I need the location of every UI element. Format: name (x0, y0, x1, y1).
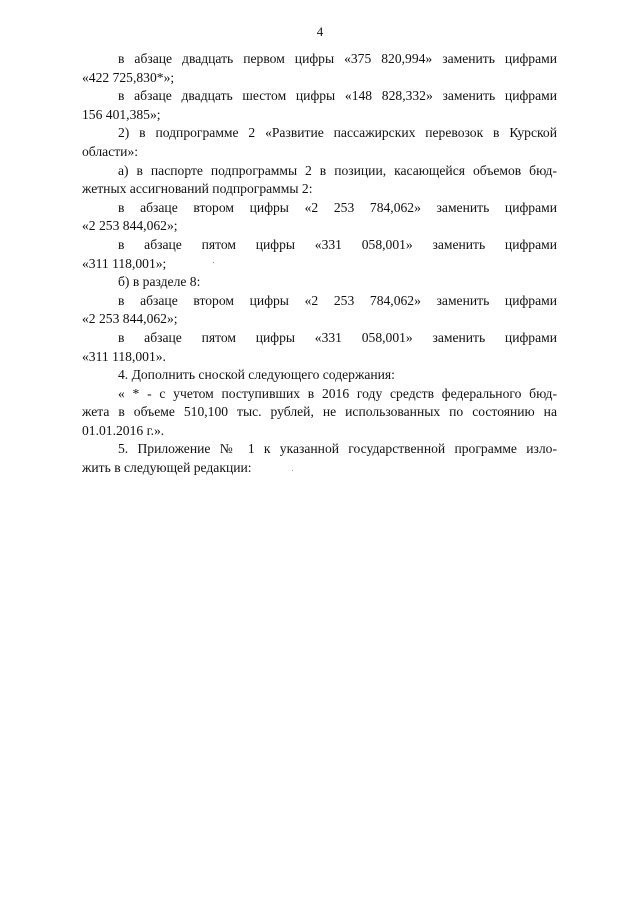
text-line-20: жета в объеме 510,100 тыс. рублей, не использованных по состоянию на (82, 404, 557, 420)
scan-speck (292, 470, 293, 471)
text-line-16: в абзаце пятом цифры «331 058,001» заменить цифрами (118, 329, 557, 345)
text-line-1: в абзаце двадцать первом цифры «375 820,994» заменить цифрами (118, 51, 557, 66)
text-line-13: б) в разделе 8: (118, 274, 201, 290)
text-line-6: области»: (82, 143, 139, 159)
text-line-2: «422 725,830*»; (82, 69, 175, 85)
text-line-8: жетных ассигнований подпрограммы 2: (82, 181, 313, 197)
text-line-12: «311 118,001»; (82, 255, 167, 271)
scan-speck (213, 262, 214, 263)
text-line-14: в абзаце втором цифры «2 253 784,062» заменить цифрами (118, 292, 557, 308)
text-line-21: 01.01.2016 г.». (82, 422, 165, 438)
text-line-10: «2 253 844,062»; (82, 218, 178, 234)
text-line-11: в абзаце пятом цифры «331 058,001» заменить цифрами (118, 236, 557, 252)
text-line-5: 2) в подпрограмме 2 «Развитие пассажирских перевозок в Курской (118, 125, 557, 141)
text-line-23: жить в следующей редакции: (82, 460, 252, 476)
text-line-9: в абзаце втором цифры «2 253 784,062» заменить цифрами (118, 199, 557, 215)
text-line-7: а) в паспорте подпрограммы 2 в позиции, касающейся объемов бюд- (118, 162, 557, 178)
document-body (82, 50, 557, 478)
text-line-15: «2 253 844,062»; (82, 311, 178, 327)
text-line-4: 156 401,385»; (82, 106, 161, 122)
page-number: 4 (316, 24, 324, 39)
text-line-22: 5. Приложение № 1 к указанной государственной программе изло- (118, 441, 557, 457)
text-line-17: «311 118,001». (82, 348, 166, 364)
text-line-3: в абзаце двадцать шестом цифры «148 828,332» заменить цифрами (118, 88, 557, 104)
text-line-18: 4. Дополнить сноской следующего содержания: (118, 367, 395, 383)
text-line-19: « * - с учетом поступивших в 2016 году средств федерального бюд- (118, 385, 557, 401)
